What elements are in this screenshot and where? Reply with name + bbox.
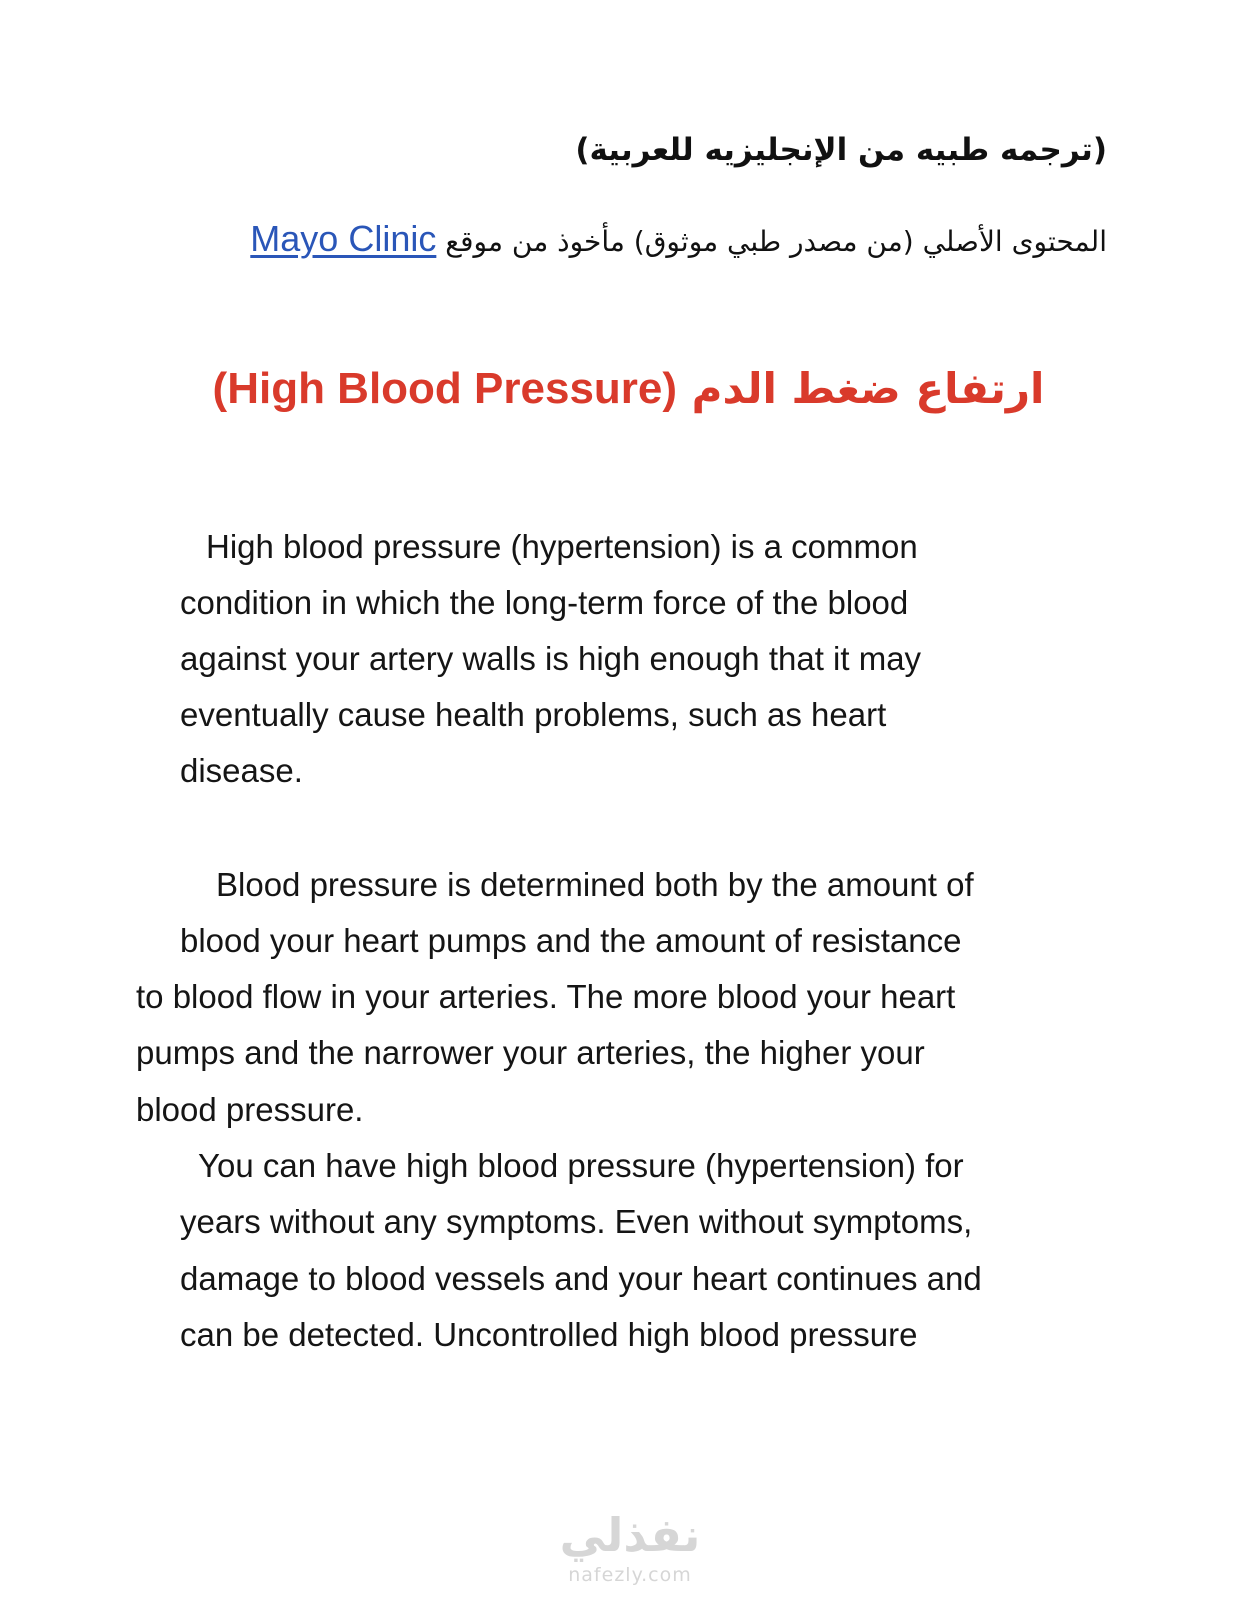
watermark-arabic: نفذلي (559, 1508, 701, 1562)
paragraph-line: pumps and the narrower your arteries, the higher your (136, 1034, 925, 1071)
source-text: المحتوى الأصلي (من مصدر طبي موثوق) مأخوذ من موقع (445, 225, 1107, 258)
paragraph-line: High blood pressure (hypertension) is a common (206, 528, 918, 565)
paragraph-line: blood pressure. (136, 1091, 364, 1128)
paragraph-line: blood your heart pumps and the amount of resistance (180, 922, 962, 959)
paragraph-line: disease. (180, 752, 303, 789)
mayo-clinic-link[interactable]: Mayo Clinic (250, 218, 437, 259)
paragraph-line: eventually cause health problems, such as heart (180, 696, 887, 733)
paragraph-line: You can have high blood pressure (hypertension) for (198, 1147, 964, 1184)
paragraph-line: to blood flow in your arteries. The more blood your heart (136, 978, 956, 1015)
paragraph-line: against your artery walls is high enough that it may (180, 640, 922, 677)
source-line (250, 218, 1107, 260)
paragraph-line: condition in which the long-term force of the blood (180, 584, 909, 621)
paragraph-line: Blood pressure is determined both by the amount of (216, 866, 974, 903)
heading-english: (High Blood Pressure) (212, 364, 678, 413)
paragraph-line: damage to blood vessels and your heart continues and (180, 1260, 982, 1297)
main-heading (0, 364, 1257, 414)
paragraph-line: can be detected. Uncontrolled high blood pressure (180, 1316, 918, 1353)
watermark-latin: nafezly.com (568, 1564, 692, 1586)
paragraph-line: years without any symptoms. Even without symptoms, (180, 1203, 973, 1240)
heading-arabic: ارتفاع ضغط الدم (677, 364, 1045, 413)
document-title: (ترجمه طبيه من الإنجليزيه للعربية) (575, 132, 1107, 168)
nafezly-watermark (555, 1508, 705, 1586)
